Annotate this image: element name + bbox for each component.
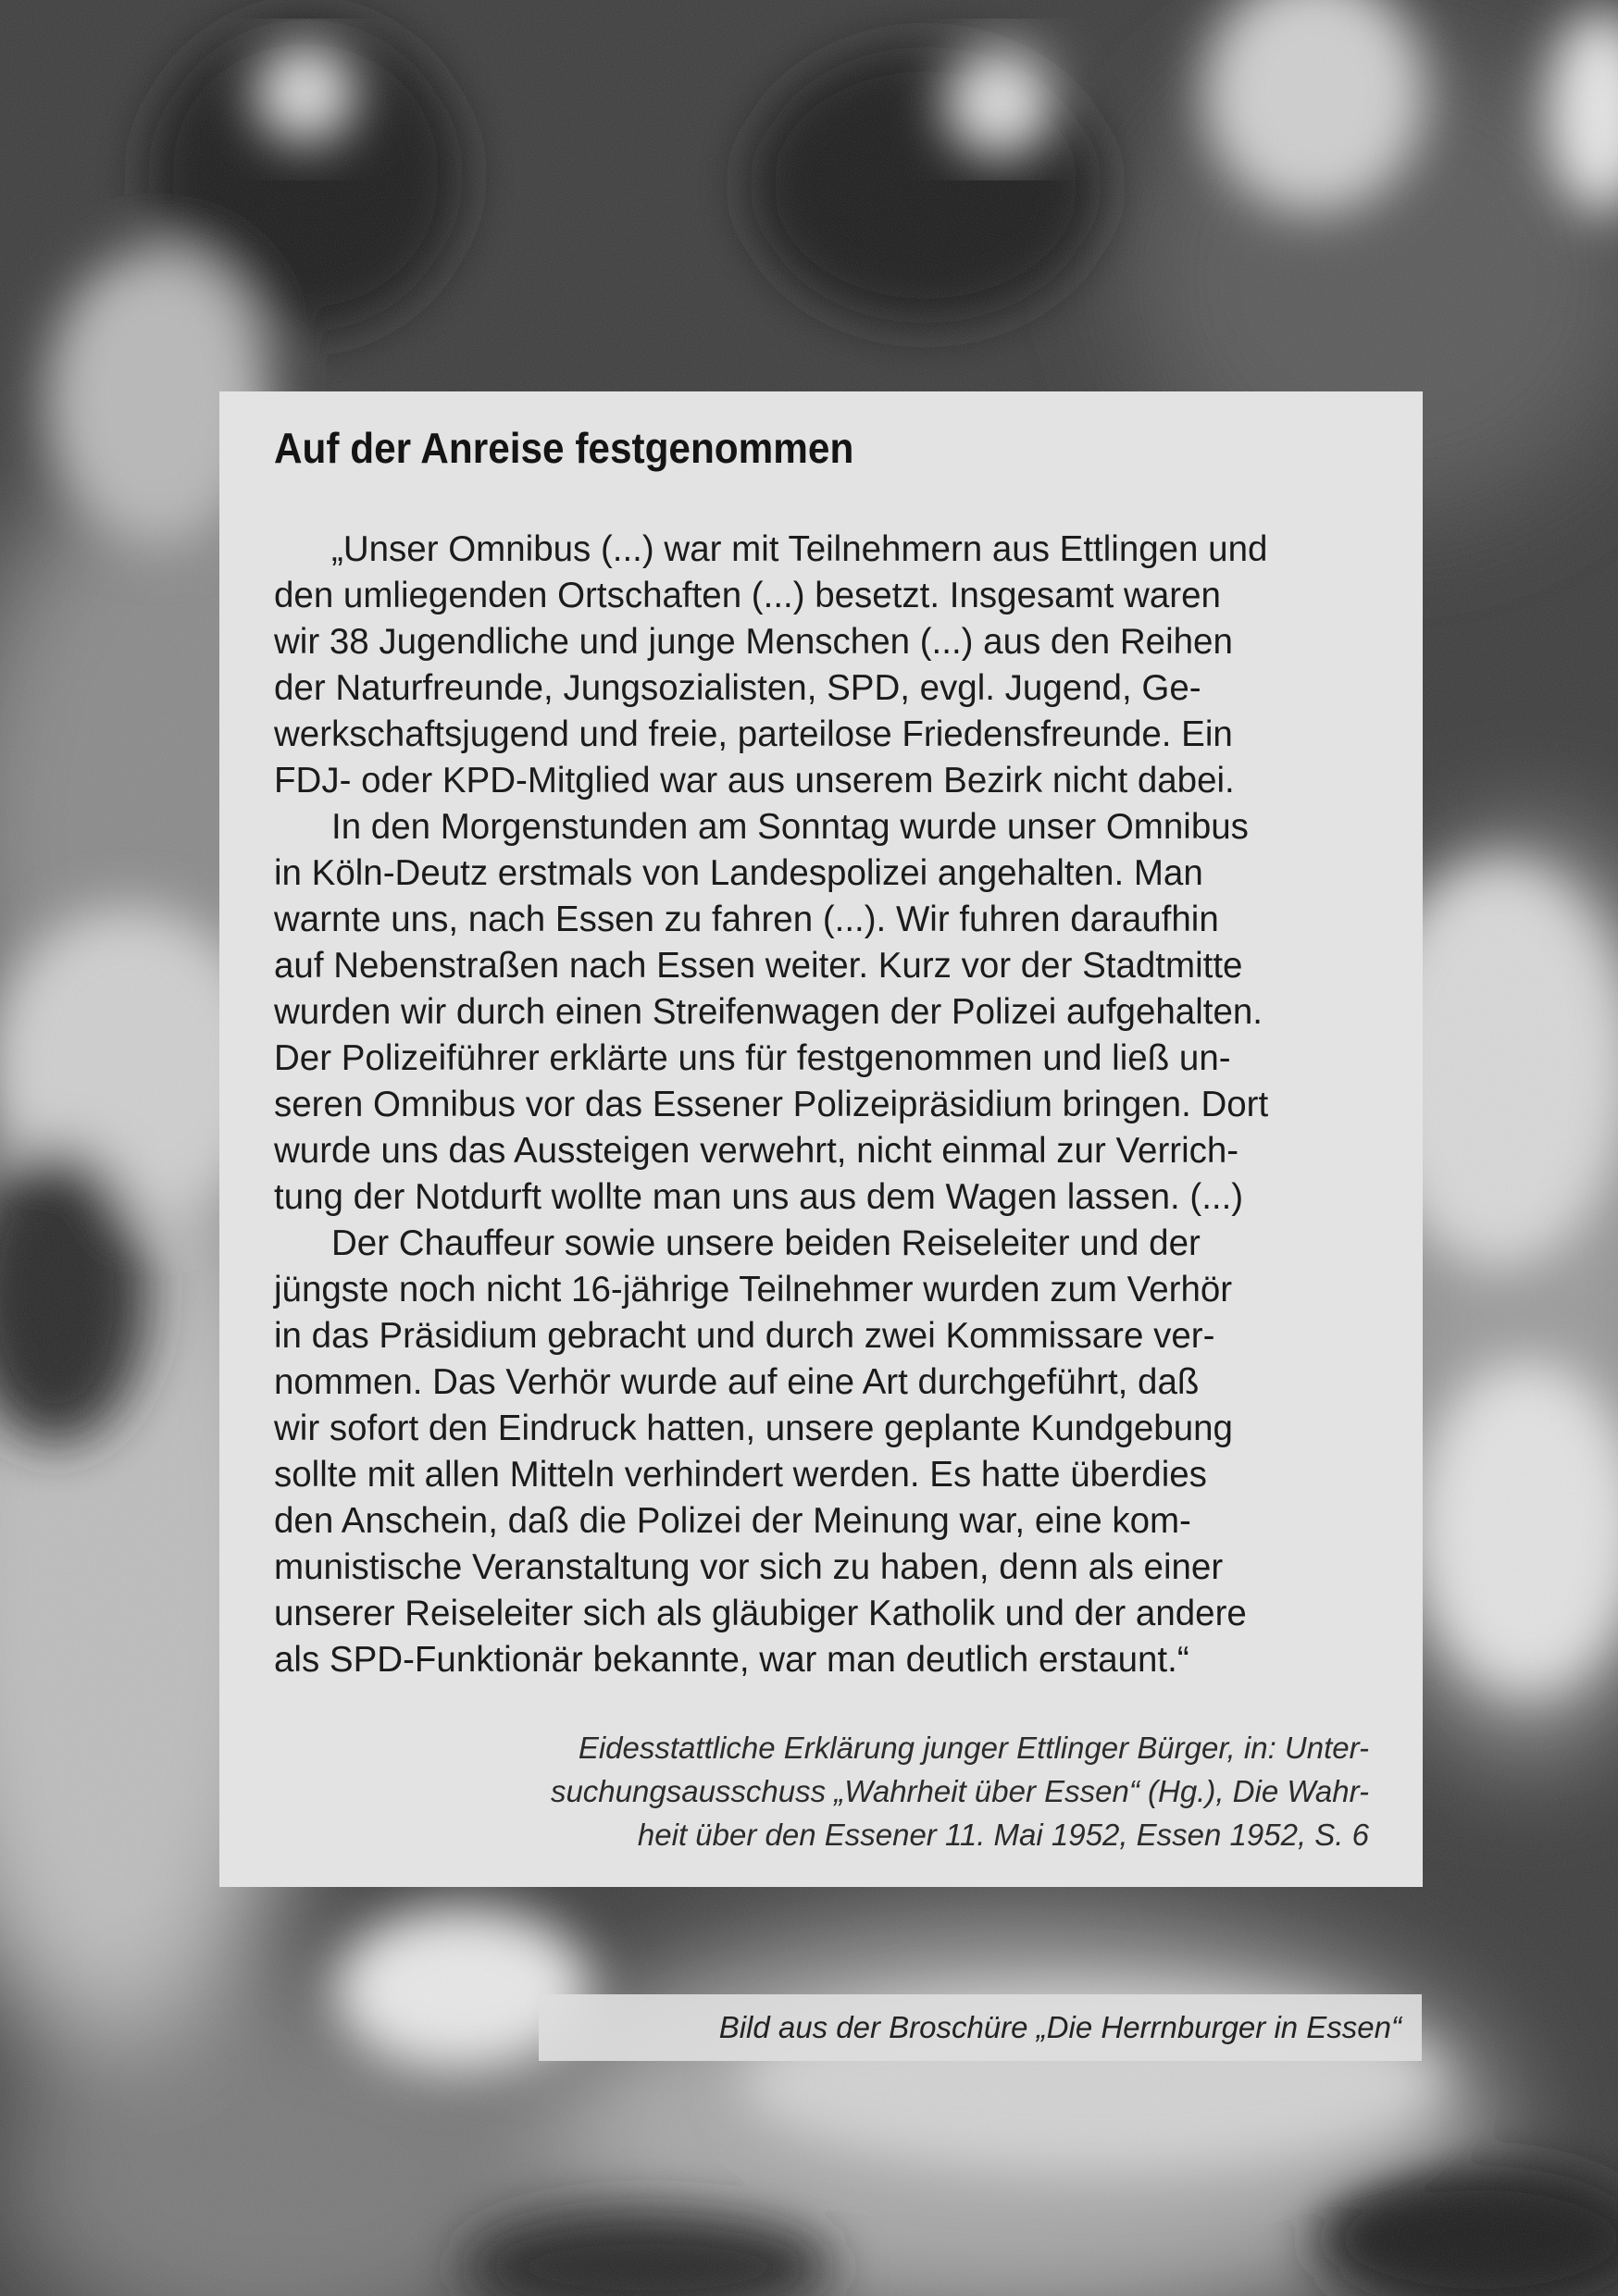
quote-line: den umliegenden Ortschaften (...) besetzt. Insgesamt waren: [274, 576, 1221, 615]
quote-line: wir sofort den Eindruck hatten, unsere geplante Kundgebung: [274, 1409, 1233, 1448]
quote-line: der Naturfreunde, Jungsozialisten, SPD, evgl. Jugend, Ge-: [274, 668, 1201, 708]
quote-line: In den Morgenstunden am Sonntag wurde unser Omnibus: [331, 807, 1249, 847]
quote-line: jüngste noch nicht 16-jährige Teilnehmer wurden zum Verhör: [274, 1270, 1233, 1309]
citation-line: Eidesstattliche Erklärung junger Ettlinger Bürger, in: Unter-: [578, 1731, 1369, 1765]
quote-line: tung der Notdurft wollte man uns aus dem Wagen lassen. (...): [274, 1177, 1244, 1217]
citation-line: suchungsausschuss „Wahrheit über Essen“ (Hg.), Die Wahr-: [550, 1774, 1369, 1808]
quote-line: unserer Reiseleiter sich als gläubiger Katholik und der andere: [274, 1594, 1247, 1633]
quote-line: wurde uns das Aussteigen verwehrt, nicht einmal zur Verrich-: [274, 1131, 1239, 1171]
quote-line: in Köln-Deutz erstmals von Landespolizei angehalten. Man: [274, 853, 1203, 893]
quote-line: „Unser Omnibus (...) war mit Teilnehmern aus Ettlingen und: [331, 529, 1268, 569]
quote-line: wir 38 Jugendliche und junge Menschen (...) aus den Reihen: [274, 622, 1233, 662]
quote-line: Der Polizeiführer erklärte uns für festgenommen und ließ un-: [274, 1038, 1231, 1078]
quote-line: FDJ- oder KPD-Mitglied war aus unserem Bezirk nicht dabei.: [274, 761, 1235, 800]
quote-line: seren Omnibus vor das Essener Polizeipräsidium bringen. Dort: [274, 1085, 1269, 1124]
citation-line: heit über den Essener 11. Mai 1952, Essen 1952, S. 6: [637, 1818, 1369, 1852]
quote-line: den Anschein, daß die Polizei der Meinung war, eine kom-: [274, 1501, 1191, 1541]
quote-line: als SPD-Funktionär bekannte, war man deutlich erstaunt.“: [274, 1640, 1189, 1680]
quote-line: wurden wir durch einen Streifenwagen der Polizei aufgehalten.: [274, 992, 1263, 1032]
quote-line: munistische Veranstaltung vor sich zu haben, denn als einer: [274, 1547, 1224, 1587]
source-citation: [274, 1726, 1369, 1856]
article-title: Auf der Anreise festgenommen: [274, 424, 854, 472]
quote-line: sollte mit allen Mitteln verhindert werden. Es hatte überdies: [274, 1455, 1207, 1495]
quote-body: [274, 527, 1369, 1683]
photo-caption: Bild aus der Broschüre „Die Herrnburger in Essen“: [718, 2010, 1401, 2044]
quote-line: in das Präsidium gebracht und durch zwei Kommissare ver-: [274, 1316, 1215, 1356]
quote-line: nommen. Das Verhör wurde auf eine Art durchgeführt, daß: [274, 1362, 1200, 1402]
quote-line: Der Chauffeur sowie unsere beiden Reiseleiter und der: [331, 1223, 1201, 1263]
quote-panel: [219, 391, 1423, 1887]
quote-line: auf Nebenstraßen nach Essen weiter. Kurz vor der Stadtmitte: [274, 946, 1243, 986]
quote-line: werkschaftsjugend und freie, parteilose Friedensfreunde. Ein: [274, 714, 1233, 754]
quote-line: warnte uns, nach Essen zu fahren (...). Wir fuhren daraufhin: [274, 900, 1219, 939]
photo-caption-box: [539, 1994, 1422, 2061]
